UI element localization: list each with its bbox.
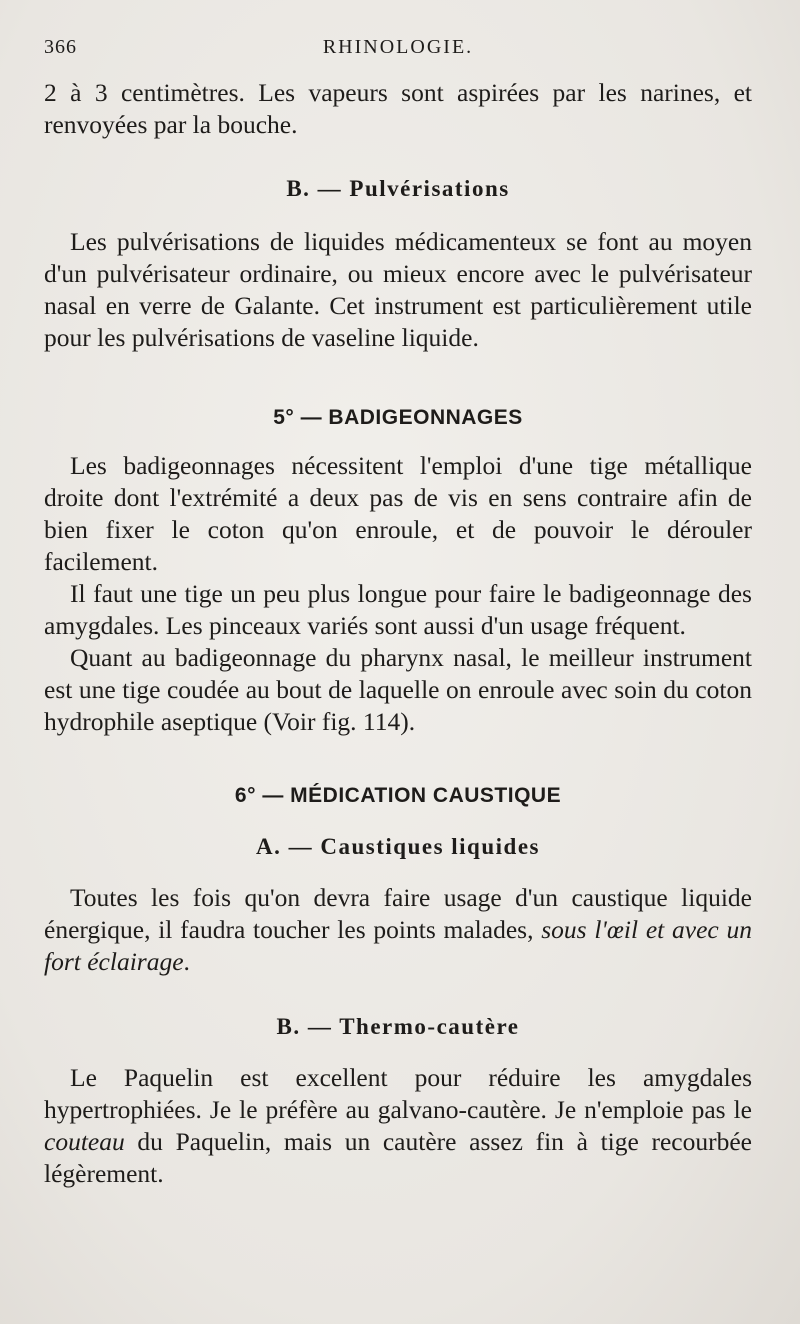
paragraph-caustiques-liquides: Toutes les fois qu'on devra faire usage d'un caustique liquide énergique, il faudra toucher les points malades, sous l'œil et avec un fort éclairage. xyxy=(44,883,752,976)
paragraph-badigeonnages-2: Il faut une tige un peu plus longue pour faire le badigeonnage des amygdales. Les pinceaux variés sont aussi d'un usage fréquent. xyxy=(44,579,752,640)
heading-medication-caustique: 6° — MÉDICATION CAUSTIQUE xyxy=(234,784,562,807)
heading-badigeonnages: 5° — BADIGEONNAGES xyxy=(273,406,523,429)
paragraph-badigeonnages-1: Les badigeonnages nécessitent l'emploi d'une tige métallique droite dont l'extrémité a deux pas de vis en sens contraire afin de bien fixer le coton qu'on enroule, et de pouvoir le dérouler facilement. xyxy=(44,451,752,576)
paragraph-badigeonnages-3: Quant au badigeonnage du pharynx nasal, le meilleur instrument est une tige coudée au bout de laquelle on enroule avec soin du coton hydrophile aseptique (Voir fig. 114). xyxy=(44,643,752,736)
emphasis-text: sous l'œil et avec un fort éclairage xyxy=(44,915,752,976)
heading-pulverisations: B. — Pulvérisations xyxy=(286,176,510,201)
running-header xyxy=(44,0,752,58)
running-title: RHINOLOGIE. xyxy=(322,36,474,58)
paragraph-thermo-cautere: Le Paquelin est excellent pour réduire les amygdales hypertrophiées. Je le préfère au galvano-cautère. Je n'emploie pas le couteau du Paquelin, mais un cautère assez fin à tige recourbée légèrement. xyxy=(44,1063,752,1188)
heading-thermo-cautere: B. — Thermo-cautère xyxy=(276,1014,520,1039)
heading-caustiques-liquides: A. — Caustiques liquides xyxy=(256,834,540,859)
page-number: 366 xyxy=(44,36,77,58)
intro-paragraph: 2 à 3 centimètres. Les vapeurs sont aspirées par les narines, et renvoyées par la bouche. xyxy=(44,78,752,139)
emphasis-text: couteau xyxy=(44,1127,125,1156)
paragraph-pulverisations: Les pulvérisations de liquides médicamenteux se font au moyen d'un pulvérisateur ordinaire, ou mieux encore avec le pulvérisateur nasal en verre de Galante. Cet instrument est particulièrement utile pour les pulvérisations de vaseline liquide. xyxy=(44,227,752,352)
